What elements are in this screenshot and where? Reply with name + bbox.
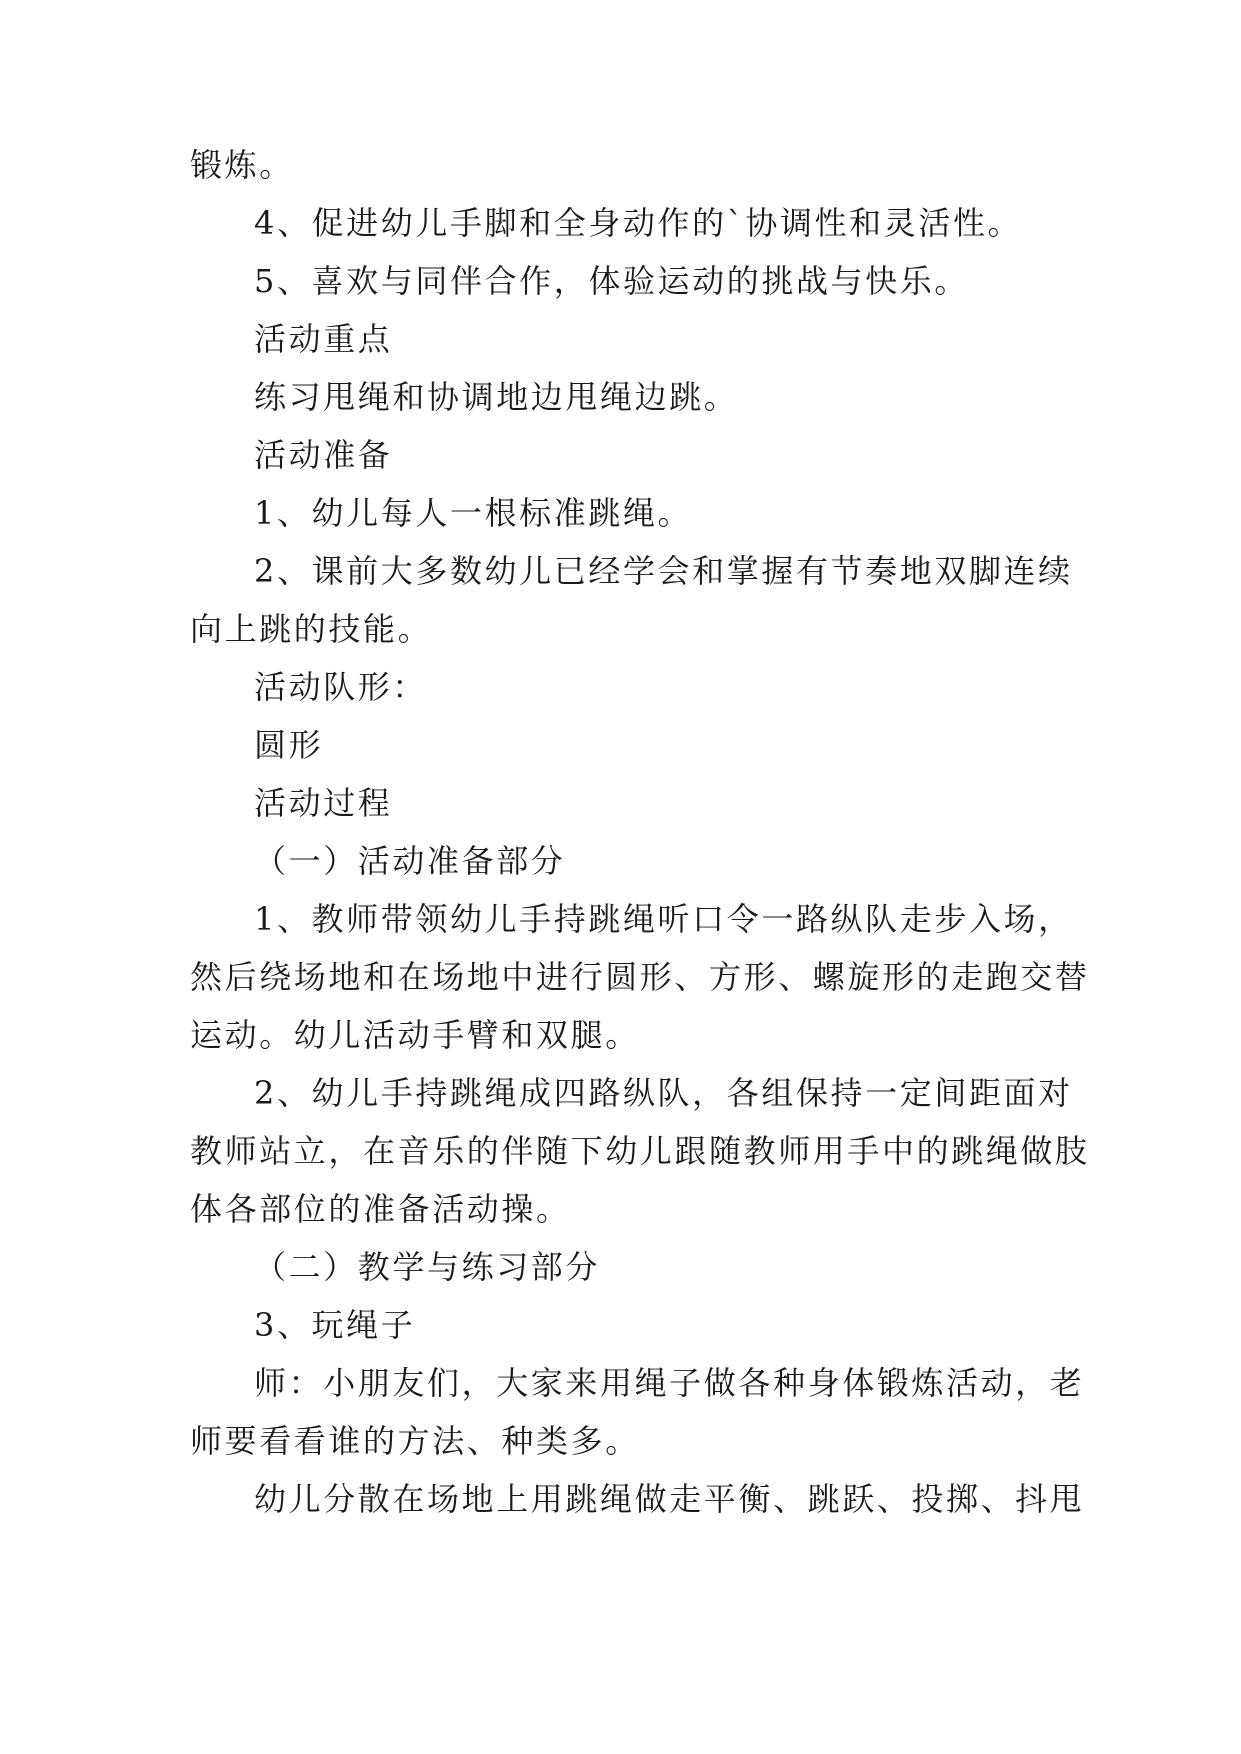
text-line: 3、玩绳子 [254,1306,416,1344]
text-line: 向上跳的技能。 [190,610,433,648]
section-heading: 活动准备 [254,436,393,474]
text-line: 圆形 [254,726,324,764]
text-line: 练习甩绳和协调地边甩绳边跳。 [254,378,739,416]
text-line: 4、促进幼儿手脚和全身动作的`协调性和灵活性。 [254,204,1023,242]
section-heading: 活动队形： [254,668,428,706]
text-line: 运动。幼儿活动手臂和双腿。 [190,1016,640,1054]
text-line: 1、幼儿每人一根标准跳绳。 [254,494,693,532]
subsection-heading: （一）活动准备部分 [254,842,566,880]
text-line: 2、课前大多数幼儿已经学会和掌握有节奏地双脚连续 [254,552,1073,590]
text-line: 教师站立，在音乐的伴随下幼儿跟随教师用手中的跳绳做肢 [190,1132,1090,1170]
text-line: 然后绕场地和在场地中进行圆形、方形、螺旋形的走跑交替 [190,958,1090,996]
text-line: 幼儿分散在场地上用跳绳做走平衡、跳跃、投掷、抖甩 [254,1480,1085,1518]
text-line: 师要看看谁的方法、种类多。 [190,1422,640,1460]
text-line: 5、喜欢与同伴合作，体验运动的挑战与快乐。 [254,262,969,300]
subsection-heading: （二）教学与练习部分 [254,1248,601,1286]
text-line: 1、教师带领幼儿手持跳绳听口令一路纵队走步入场， [254,900,1073,938]
text-line: 锻炼。 [190,146,294,184]
section-heading: 活动重点 [254,320,393,358]
text-line: 2、幼儿手持跳绳成四路纵队，各组保持一定间距面对 [254,1074,1073,1112]
text-line: 师：小朋友们，大家来用绳子做各种身体锻炼活动，老 [254,1364,1085,1402]
text-line: 体各部位的准备活动操。 [190,1190,571,1228]
section-heading: 活动过程 [254,784,393,822]
